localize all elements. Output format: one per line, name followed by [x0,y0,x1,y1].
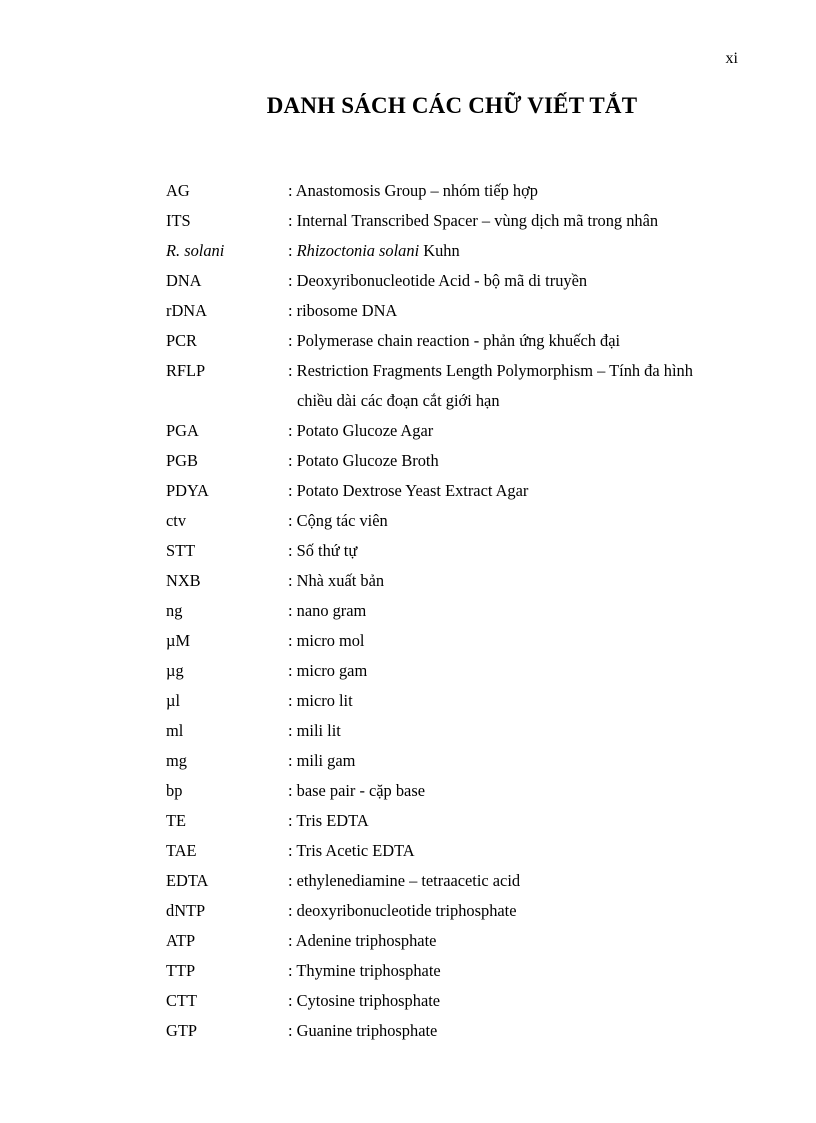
abbreviation-definition: : Tris EDTA [288,811,369,830]
abbreviation-row [166,806,766,836]
abbreviation-definition: : Số thứ tự [288,541,358,560]
abbreviation-term: PCR [166,331,197,350]
definition-line-2: chiều dài các đoạn cắt giới hạn [297,391,500,410]
abbreviation-term: CTT [166,991,197,1010]
abbreviation-term: AG [166,181,190,200]
abbreviation-row [166,926,766,956]
abbreviation-row [166,176,766,206]
abbreviation-row [166,266,766,296]
abbreviation-definition: : Guanine triphosphate [288,1021,438,1040]
abbreviation-term: TAE [166,841,197,860]
abbreviation-term: STT [166,541,196,560]
abbreviation-term: RFLP [166,361,206,380]
abbreviation-row [166,986,766,1016]
abbreviation-row [166,356,766,416]
definition-italic-name: Rhizoctonia solani [296,241,420,260]
abbreviation-definition: : Cộng tác viên [288,511,388,530]
abbreviation-term: mg [166,751,187,770]
abbreviation-row [166,296,766,326]
abbreviation-row [166,746,766,776]
abbreviation-term: ATP [166,931,196,950]
abbreviation-definition [288,236,766,266]
abbreviation-definition: : Potato Dextrose Yeast Extract Agar [288,481,529,500]
abbreviation-row [166,1016,766,1046]
abbreviation-term: EDTA [166,871,209,890]
abbreviation-term: ITS [166,211,191,230]
abbreviation-row [166,866,766,896]
abbreviation-definition: : Cytosine triphosphate [288,991,441,1010]
abbreviation-row [166,326,766,356]
abbreviation-definition: : Nhà xuất bản [288,571,385,590]
abbreviation-row [166,956,766,986]
abbreviation-definition: : ethylenediamine – tetraacetic acid [288,871,521,890]
abbreviation-definition: : mili lit [288,721,341,740]
abbreviation-definition: : Deoxyribonucleotide Acid - bộ mã di truyền [288,271,588,290]
abbreviation-definition: : Adenine triphosphate [288,931,437,950]
abbreviation-definition: : mili gam [288,751,356,770]
definition-line-1: : Restriction Fragments Length Polymorphism – Tính đa hình [288,361,693,380]
abbreviation-row [166,506,766,536]
abbreviation-row [166,836,766,866]
abbreviation-term: µl [166,691,180,710]
abbreviation-term: ml [166,721,184,740]
abbreviation-list [166,176,766,1046]
abbreviation-definition: : Potato Glucoze Broth [288,451,439,470]
abbreviation-definition: : Potato Glucoze Agar [288,421,434,440]
abbreviation-row [166,566,766,596]
abbreviation-term: R. solani [166,241,225,260]
abbreviation-row [166,716,766,746]
abbreviation-row [166,896,766,926]
abbreviation-term: rDNA [166,301,207,320]
definition-prefix: : [288,241,297,260]
abbreviation-definition: : Polymerase chain reaction - phản ứng khuếch đại [288,331,621,350]
abbreviation-row [166,776,766,806]
definition-suffix: Kuhn [419,241,460,260]
abbreviation-row [166,236,766,266]
abbreviation-definition: : Tris Acetic EDTA [288,841,415,860]
abbreviation-row [166,686,766,716]
abbreviation-definition: : ribosome DNA [288,301,398,320]
abbreviation-term: µg [166,661,184,680]
page-number: xi [725,50,738,67]
abbreviation-term: NXB [166,571,201,590]
abbreviation-term: PDYA [166,481,209,500]
abbreviation-row [166,446,766,476]
abbreviation-term: bp [166,781,183,800]
abbreviation-term: ng [166,601,183,620]
page-title: DANH SÁCH CÁC CHỮ VIẾT TẮT [266,93,638,118]
abbreviation-definition: : nano gram [288,601,367,620]
abbreviation-term: GTP [166,1021,197,1040]
abbreviation-definition: : Anastomosis Group – nhóm tiếp hợp [288,181,538,200]
abbreviation-term: ctv [166,511,187,530]
abbreviation-definition: : micro mol [288,631,365,650]
abbreviation-term: µM [166,631,191,650]
abbreviation-definition: : micro gam [288,661,368,680]
abbreviation-row [166,596,766,626]
abbreviation-term: TE [166,811,187,830]
abbreviation-row [166,476,766,506]
abbreviation-term: PGB [166,451,198,470]
abbreviation-definition: : Internal Transcribed Spacer – vùng dịch mã trong nhân [288,211,659,230]
abbreviation-term: TTP [166,961,196,980]
abbreviation-row [166,536,766,566]
abbreviation-term: dNTP [166,901,206,920]
abbreviation-row [166,656,766,686]
abbreviation-row [166,206,766,236]
abbreviation-definition: : deoxyribonucleotide triphosphate [288,901,517,920]
abbreviation-row [166,626,766,656]
abbreviation-term: DNA [166,271,202,290]
abbreviation-row [166,416,766,446]
abbreviation-definition: : base pair - cặp base [288,781,425,800]
abbreviation-definition: : Thymine triphosphate [288,961,441,980]
abbreviation-definition: : micro lit [288,691,353,710]
abbreviation-term: PGA [166,421,199,440]
abbreviation-definition [288,356,766,416]
